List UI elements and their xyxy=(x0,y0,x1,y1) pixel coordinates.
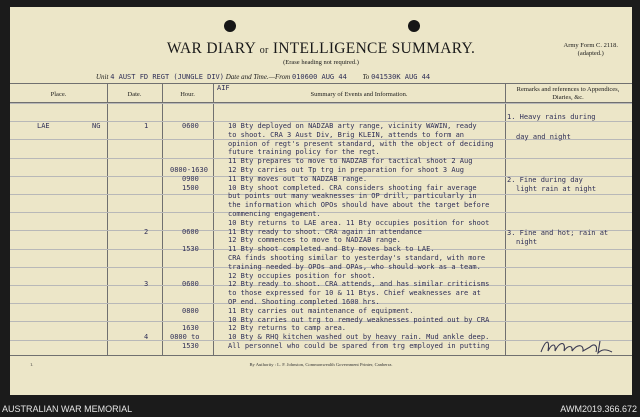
entry-hour: 0900 xyxy=(182,174,199,183)
aif-stamp: AIF xyxy=(217,84,230,92)
archive-name: AUSTRALIAN WAR MEMORIAL xyxy=(2,404,133,414)
entry-text: 10 Bty returns to LAE area. 11 Bty occupies position for shoot xyxy=(228,218,490,227)
entry-date: 2 xyxy=(144,227,149,236)
entry-text: 12 Bty ready to shoot. CRA attends, and has similar criticisms xyxy=(228,280,490,289)
entry-hour: 0800 xyxy=(182,306,199,315)
entry-hour: 0800 to xyxy=(170,333,200,342)
entry-text: CRA finds shooting similar to yesterday's standard, with more xyxy=(228,254,486,262)
title-war-diary: WAR DIARY xyxy=(166,40,256,57)
col-rule-place xyxy=(107,83,108,355)
unit-line xyxy=(96,73,430,81)
to-value: 041530K AUG 44 xyxy=(371,73,431,81)
entry-hour: 1530 xyxy=(182,245,199,254)
title-intelligence-summary: INTELLIGENCE SUMMARY. xyxy=(272,40,476,57)
entry-text: All personnel who could be spared from trg employed in putting xyxy=(228,342,490,350)
remark-2: 2. Fine during day xyxy=(507,176,583,184)
row-rule xyxy=(10,103,632,104)
entry-place: LAE xyxy=(37,122,50,130)
entry-text: training needed by OPOs and OPAs, who should work as a team. xyxy=(228,262,481,271)
entry-text: the information which OPOs should have about the target before xyxy=(228,201,490,210)
title-or: or xyxy=(259,45,269,56)
entry-hour: 0600 xyxy=(182,280,199,289)
entry-date: 3 xyxy=(144,280,149,289)
entry-text: OP end. Shooting completed 1600 hrs. xyxy=(228,298,380,306)
entry-text: 11 Bty ready to shoot. CRA again in attendance xyxy=(228,227,422,236)
entry-hour: 0800-1630 xyxy=(170,166,208,174)
officer-signature xyxy=(538,337,618,359)
entry-text: 10 Bty deployed on NADZAB arty range, vicinity WAWIN, ready xyxy=(228,122,477,130)
entry-text: to those expressed for 10 & 11 Btys. Chief weaknesses are at xyxy=(228,289,481,298)
col-header-date: Date. xyxy=(127,91,142,98)
entry-text: 12 Bty returns to camp area. xyxy=(228,324,347,333)
punch-hole-left xyxy=(224,20,236,32)
form-title xyxy=(10,40,632,58)
remark-1: 1. Heavy rains during xyxy=(507,113,596,121)
table-top-rule xyxy=(10,83,632,84)
entry-text: commencing engagement. xyxy=(228,210,321,218)
col-rule-hour xyxy=(213,83,214,355)
unit-value: 4 AUST FD REGT (JUNGLE DIV) xyxy=(110,73,224,81)
form-subtitle: (Erase heading not required.) xyxy=(283,59,359,66)
entry-text: to shoot. CRA 3 Aust Div, Brig KLEIN, attends to form an xyxy=(228,130,465,139)
form-ref-line: Army Form C. 2118. xyxy=(563,42,618,49)
punch-hole-right xyxy=(408,20,420,32)
datetime-label: Date and Time.—From xyxy=(225,73,291,81)
accession-number: AWM2019.366.672 xyxy=(560,404,637,414)
col-header-hour: Hour. xyxy=(180,91,195,98)
form-ref-adapted: (adapted.) xyxy=(577,49,604,57)
entry-hour: 0600 xyxy=(182,227,199,236)
entry-text: 12 Bty carries out Tp trg in preparation for shoot 3 Aug xyxy=(228,166,465,174)
entry-text: 12 Bty occupies position for shoot. xyxy=(228,271,376,280)
diary-sheet xyxy=(10,7,632,395)
entry-date: 4 xyxy=(144,333,149,342)
entry-date: 1 xyxy=(144,122,149,130)
entry-hour: 0600 xyxy=(182,122,199,130)
army-form-ref xyxy=(564,42,618,58)
entry-text: 11 Bty prepares to move to NADZAB for tactical shoot 2 Aug xyxy=(228,157,473,166)
entry-text: 10 Bty shoot completed. CRA considers shooting fair average xyxy=(228,183,477,192)
entry-text: 11 Bty shoot completed and Bty moves back to LAE. xyxy=(228,245,435,254)
from-value: 010600 AUG 44 xyxy=(292,73,347,81)
row-rule xyxy=(10,212,632,213)
printer-footer: By Authority : L. F. Johnston, Commonwealth Government Printer, Canberra. xyxy=(249,362,393,367)
entry-text: but points out many weaknesses in OP drill, particularly in xyxy=(228,192,477,201)
entry-text: future training policy for the regt. xyxy=(228,148,380,157)
entry-text: 10 Bty & RHQ kitchen washed out by heavy rain. Mud ankle deep. xyxy=(228,333,490,342)
entry-hour: 1500 xyxy=(182,183,199,192)
to-label: To xyxy=(362,73,370,81)
remark-2-cont: light rain at night xyxy=(516,185,597,193)
entry-text: 10 Bty carries out trg to remedy weaknesses pointed out by CRA xyxy=(228,315,490,324)
col-header-place: Place. xyxy=(50,91,67,98)
col-rule-summary xyxy=(505,83,506,355)
entry-text: 11 Bty carries out maintenance of equipment. xyxy=(228,306,414,315)
entry-text: 11 Bty moves out to NADZAB range. xyxy=(228,174,368,183)
remark-3-cont: night xyxy=(516,238,538,246)
col-header-summary: Summary of Events and Information. xyxy=(310,91,408,98)
entry-hour: 1630 xyxy=(182,324,199,333)
remark-1-cont: day and night xyxy=(516,133,571,141)
col-rule-date xyxy=(162,83,163,355)
entry-hour: 1530 xyxy=(182,342,199,350)
col-header-remarks: Remarks and references to Appendices, Diaries, &c. xyxy=(516,86,620,101)
footer-number: 1. xyxy=(30,362,34,367)
entry-text: opinion of regt's present standard, with the object of deciding xyxy=(228,139,494,148)
unit-label: Unit xyxy=(96,73,109,81)
entry-text: 12 Bty commences to move to NADZAB range. xyxy=(228,236,401,245)
entry-place-2: NG xyxy=(92,122,101,130)
remark-3: 3. Fine and hot; rain at xyxy=(507,229,609,237)
